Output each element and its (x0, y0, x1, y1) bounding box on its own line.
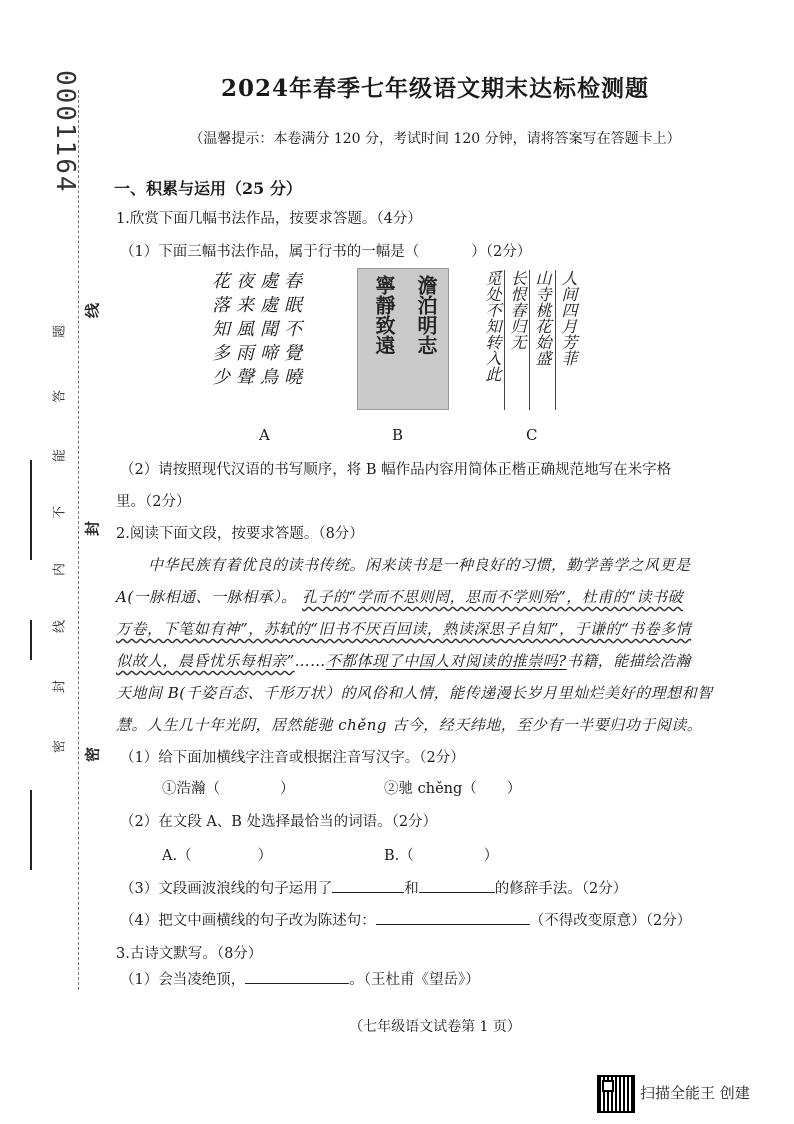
underlined-text: 不都体现了中国人对阅读的推崇吗? (325, 652, 567, 670)
passage-line: 慧。人生几十年光阴，居然能驰 chěng 古今，经天纬地，至少有一半要归功于阅读。 (116, 716, 703, 734)
question-score: （不得改变原意）（2分） (529, 913, 692, 929)
question-score: 的修辞手法。（2分） (494, 881, 628, 897)
calligraphy-b (357, 268, 449, 410)
question-source: 。（王杜甫《望岳》） (349, 972, 480, 988)
seal-label-can: 能 (52, 449, 68, 463)
question-text: （4）把文中画横线的句子改为陈述句： (120, 913, 376, 929)
passage-line: 天地间 B(千姿百态、千形万状）的风俗和人情，能传递漫长岁月里灿烂美好的理想和智 (116, 684, 713, 702)
calligraphy-line: 知風聞不 (212, 319, 308, 340)
item-close: ） (280, 781, 295, 797)
question-2-sub2: （2）在文段 A、B 处选择最恰当的词语。（2分） (120, 814, 438, 830)
binding-bar (30, 790, 32, 870)
wavy-underlined-text: 似故人，晨昏忧乐每相亲” (116, 652, 295, 670)
exam-tip: （温馨提示：本卷满分 120 分，考试时间 120 分钟，请将答案写在答题卡上） (189, 131, 681, 147)
item-label: ①浩瀚（ (162, 781, 220, 797)
section-heading: 一、积累与运用（25 分） (114, 179, 302, 198)
passage-line: 中华民族有着优良的读书传统。闲来读书是一种良好的习惯，勤学善学之风更是 (148, 556, 691, 574)
wavy-underlined-text: 万卷，下笔如有神”，苏轼的“旧书不厌百回读，熟读深思子自知”，于谦的“书卷多情 (116, 620, 692, 638)
seal-dashed-line (78, 90, 79, 990)
label-a: A (259, 426, 270, 444)
column-rule (504, 270, 505, 410)
passage-text: A(一脉相通、一脉相承）。 (116, 588, 297, 606)
passage-line (116, 586, 683, 607)
question-text: （1）会当凌绝顶， (120, 972, 246, 988)
answer-blank[interactable] (332, 878, 404, 893)
scanner-watermark: 扫描全能王 创建 (640, 1084, 750, 1102)
calligraphy-column: 寧靜致遠 (372, 275, 396, 355)
label-c: C (526, 426, 538, 444)
option-close: ） (483, 848, 499, 864)
question-2-sub4 (120, 909, 691, 930)
label-b: B (392, 426, 404, 444)
passage-text: …… (294, 652, 326, 670)
seal-label-not: 不 (52, 506, 68, 520)
serial-number: 0001164 (50, 70, 80, 194)
seal-label-secret-big: 密 (83, 747, 102, 763)
seal-label-inside: 内 (52, 563, 68, 577)
page-title: 2024年春季七年级语文期末达标检测题 (220, 75, 649, 102)
question-1-sub2-cont: 里。（2分） (116, 494, 191, 510)
option-close: ） (257, 848, 273, 864)
calligraphy-line: 落来處眠 (212, 295, 308, 316)
seal-label-line: 线 (52, 620, 68, 634)
passage-line (116, 618, 691, 639)
seal-label-question: 题 (52, 325, 68, 339)
sub2-option-b (384, 844, 498, 865)
seal-label-seal: 封 (83, 521, 102, 537)
binding-bar (30, 460, 32, 560)
calligraphy-a (212, 270, 327, 390)
calligraphy-column: 人间四月芳菲 (559, 270, 578, 366)
question-1-sub2: （2）请按照现代汉语的书写顺序，将 B 幅作品内容用简体正楷正确规范地写在米字格 (120, 462, 672, 478)
calligraphy-line: 少聲鳥曉 (212, 367, 308, 388)
sub1-item-1 (162, 777, 295, 798)
sub2-option-a (162, 844, 272, 865)
calligraphy-column: 长恨春归无 (508, 270, 527, 350)
calligraphy-line: 多雨啼覺 (212, 343, 308, 364)
seal-label-seal: 封 (52, 680, 68, 694)
question-text: 和 (404, 881, 419, 897)
column-rule (529, 270, 530, 410)
calligraphy-line: 花夜處春 (212, 271, 308, 292)
question-text: （3）文段画波浪线的句子运用了 (120, 881, 333, 897)
qr-code-icon (597, 1075, 635, 1113)
question-1-sub1 (120, 240, 531, 261)
column-rule (555, 270, 556, 410)
answer-blank[interactable] (245, 969, 349, 984)
passage-line (116, 650, 691, 671)
question-score: ）（2分） (471, 244, 532, 260)
item-close: ） (506, 781, 522, 797)
question-text: （1）下面三幅书法作品，属于行书的一幅是（ (120, 244, 420, 260)
calligraphy-column: 觅处不知转入此 (483, 270, 502, 382)
answer-blank[interactable] (376, 910, 530, 925)
question-2-stem: 2.阅读下面文段，按要求答题。（8分） (116, 526, 364, 542)
sub1-item-2 (384, 777, 521, 798)
calligraphy-column: 山寺桃花始盛 (533, 270, 552, 366)
calligraphy-column: 澹泊明志 (414, 275, 438, 355)
passage-text: 书籍，能描绘浩瀚 (566, 652, 691, 670)
answer-blank[interactable] (419, 878, 495, 893)
option-label: A.（ (162, 848, 192, 864)
question-1-stem: 1.欣赏下面几幅书法作品，按要求答题。（4分） (116, 211, 422, 227)
seal-label-secret: 密 (52, 740, 68, 754)
item-label: ②驰 chěng（ (384, 781, 477, 797)
calligraphy-c (482, 270, 582, 410)
question-3-sub1 (120, 968, 480, 989)
binding-bar (30, 620, 32, 660)
question-2-sub1: （1）给下面加横线字注音或根据注音写汉字。（2分） (120, 750, 465, 766)
question-3-stem: 3.古诗文默写。（8分） (116, 946, 263, 962)
seal-label-line: 线 (83, 303, 102, 319)
option-label: B.（ (384, 848, 414, 864)
page-footer: （七年级语文试卷第 1 页） (349, 1019, 521, 1035)
seal-label-answer: 答 (52, 390, 68, 404)
wavy-underlined-text: 孔子的“学而不思则罔，思而不学则殆”，杜甫的“读书破 (301, 588, 683, 606)
question-2-sub3 (120, 877, 627, 898)
